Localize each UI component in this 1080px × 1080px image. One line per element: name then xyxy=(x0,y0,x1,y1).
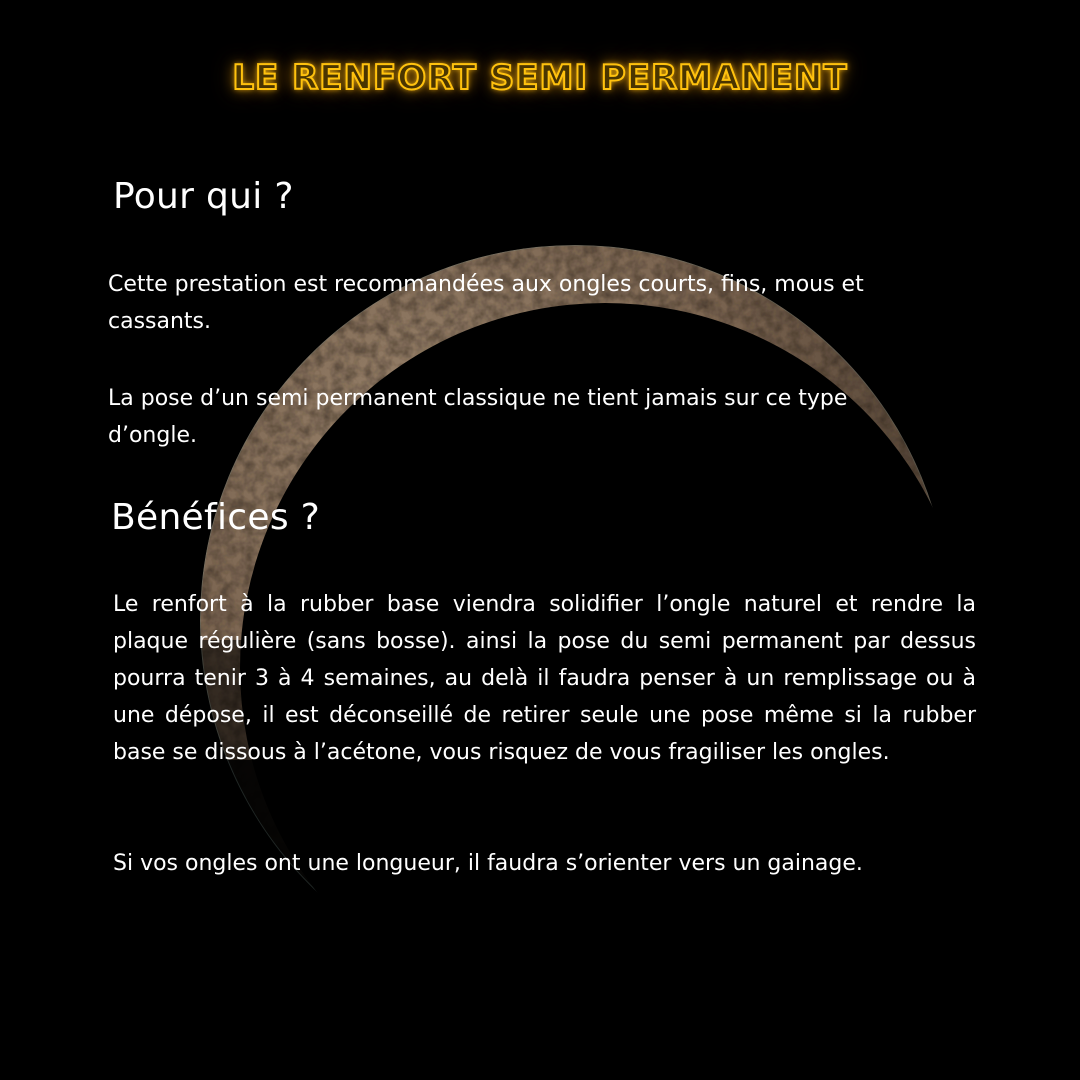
paragraph-gainage: Si vos ongles ont une longueur, il faudra s’orienter vers un gainage. xyxy=(113,851,863,876)
paragraph-benefits: Le renfort à la rubber base viendra solidifier l’ongle naturel et rendre la plaque régulière (sans bosse). ainsi la pose du semi permanent par dessus pourra tenir 3 à 4 semaines, au delà il faudra penser à un remplissage ou à une dépose, il est déconseillé de retirer seule une pose même si la rubber base se dissous à l’acétone, vous risquez de vous fragiliser les ongles. xyxy=(113,592,976,765)
section-heading-benefices: Bénéfices ? xyxy=(111,497,321,538)
paragraph-classic-pose: La pose d’un semi permanent classique ne tient jamais sur ce type d’ongle. xyxy=(108,386,848,448)
section-heading-pour-qui: Pour qui ? xyxy=(113,176,294,217)
paragraph-recommendation: Cette prestation est recommandées aux ongles courts, fins, mous et cassants. xyxy=(108,272,864,334)
page-title: LE RENFORT SEMI PERMANENT xyxy=(232,58,848,98)
